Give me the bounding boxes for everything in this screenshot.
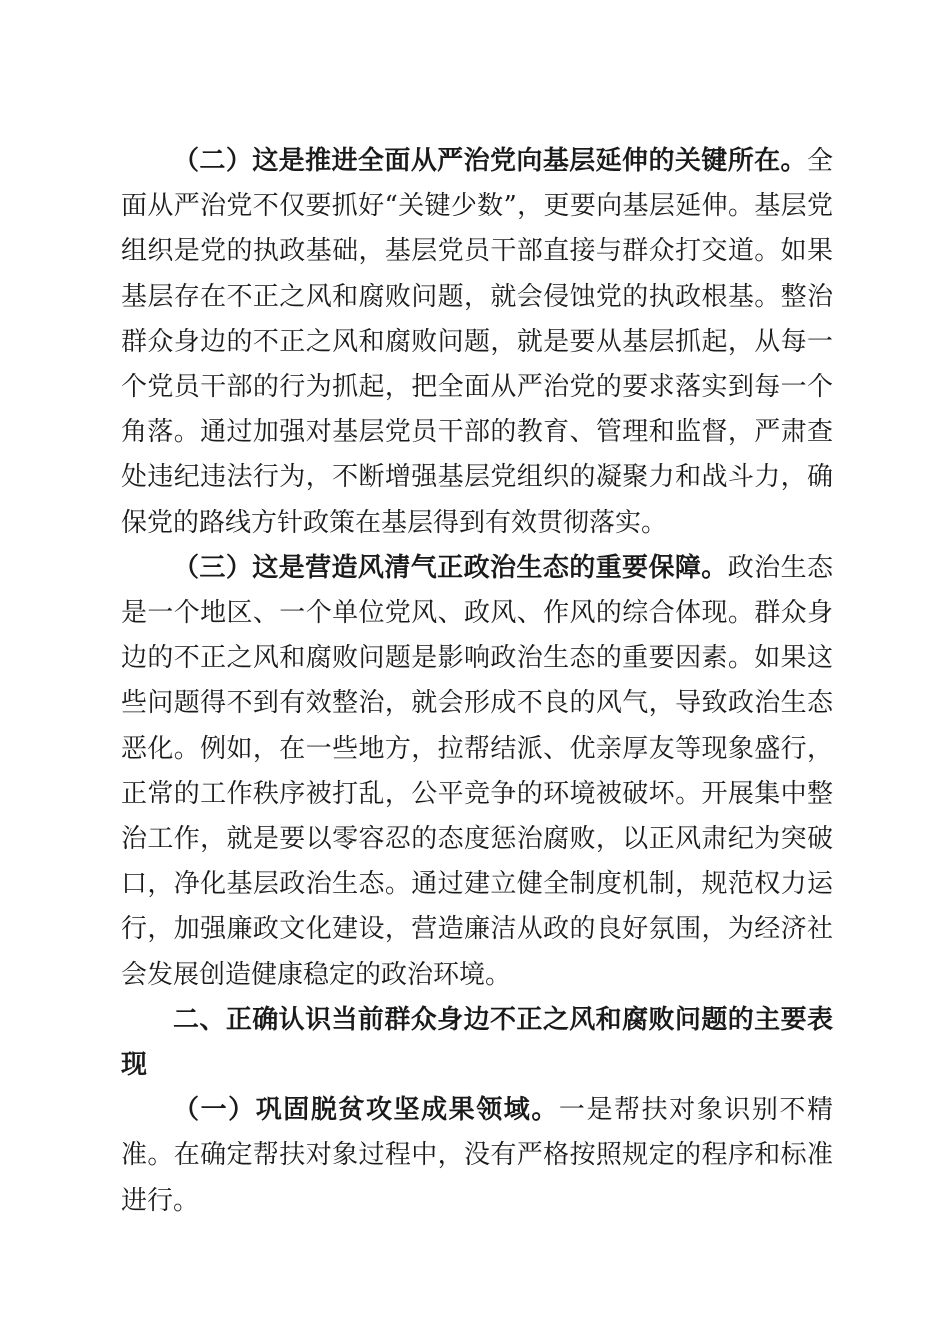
subsection-1-lead: （一）巩固脱贫攻坚成果领域。 bbox=[173, 1095, 559, 1126]
paragraph-3 bbox=[121, 546, 833, 998]
section-2-heading: 二、正确认识当前群众身边不正之风和腐败问题的主要表现 bbox=[121, 1004, 833, 1081]
paragraph-2-body: 全面从严治党不仅要抓好“关键少数”，更要向基层延伸。基层党组织是党的执政基础，基层党员干部直接与群众打交道。如果基层存在不正之风和腐败问题，就会侵蚀党的执政根基。整治群众身边的不正之风和腐败问题，就是要从基层抓起，从每一个党员干部的行为抓起，把全面从严治党的要求落实到每一个角落。通过加强对基层党员干部的教育、管理和监督，严肃查处违纪违法行为，不断增强基层党组织的凝聚力和战斗力，确保党的路线方针政策在基层得到有效贯彻落实。 bbox=[121, 146, 833, 538]
paragraph-2-lead: （二）这是推进全面从严治党向基层延伸的关键所在。 bbox=[173, 146, 807, 176]
subsection-1 bbox=[121, 1088, 833, 1224]
paragraph-3-lead: （三）这是营造风清气正政治生态的重要保障。 bbox=[173, 552, 728, 583]
paragraph-3-body: 政治生态是一个地区、一个单位党风、政风、作风的综合体现。群众身边的不正之风和腐败问题是影响政治生态的重要因素。如果这些问题得不到有效整治，就会形成不良的风气，导致政治生态恶化。例如，在一些地方，拉帮结派、优亲厚友等现象盛行，正常的工作秩序被打乱，公平竞争的环境被破坏。开展集中整治工作，就是要以零容忍的态度惩治腐败，以正风肃纪为突破口，净化基层政治生态。通过建立健全制度机制，规范权力运行，加强廉政文化建设，营造廉洁从政的良好氛围，为经济社会发展创造健康稳定的政治环境。 bbox=[121, 552, 833, 990]
subsection-1-body: 一是帮扶对象识别不精准。在确定帮扶对象过程中，没有严格按照规定的程序和标准进行。 bbox=[121, 1095, 833, 1216]
paragraph-2 bbox=[121, 139, 833, 546]
document-page bbox=[121, 139, 833, 1224]
